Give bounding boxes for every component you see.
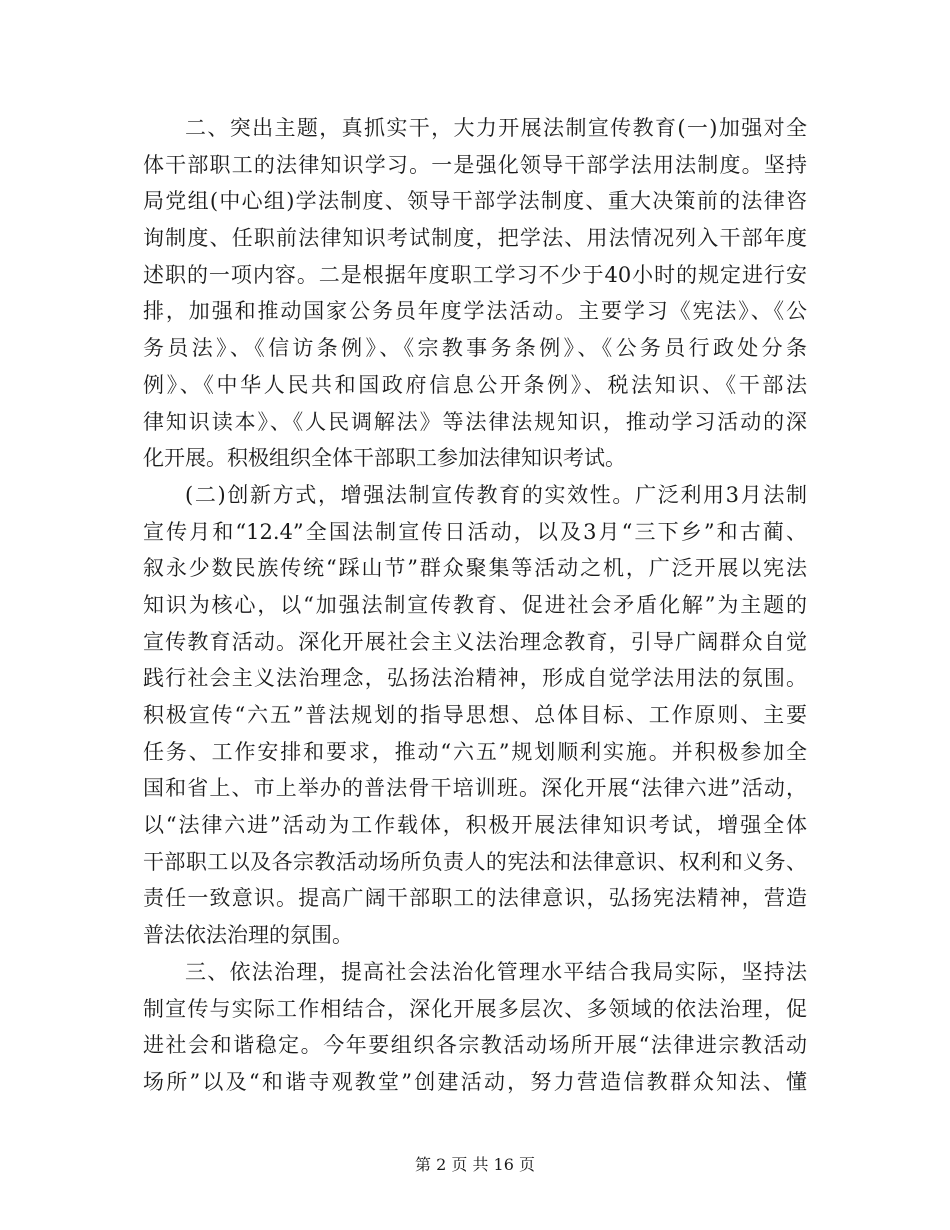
text-line: 知识为核心，以“加强法制宣传教育、促进社会矛盾化解”为主题的 bbox=[143, 592, 807, 617]
text-line: 责任一致意识。提高广阔干部职工的法律意识，弘扬宪法精神，营造 bbox=[143, 886, 807, 911]
text-line: 询制度、任职前法律知识考试制度，把学法、用法情况列入干部年度 bbox=[143, 226, 807, 251]
page-number-footer: 第 2 页 共 16 页 bbox=[415, 1155, 535, 1174]
text-line: 场所”以及“和谐寺观教堂”创建活动，努力营造信教群众知法、懂 bbox=[143, 1069, 807, 1094]
text-line: 局党组(中心组)学法制度、领导干部学法制度、重大决策前的法律咨 bbox=[143, 189, 807, 214]
text-line: 律知识读本》、《人民调解法》等法律法规知识，推动学习活动的深 bbox=[143, 409, 807, 434]
text-line: 以“法律六进”活动为工作载体，积极开展法律知识考试，增强全体 bbox=[143, 813, 807, 838]
text-line: 体干部职工的法律知识学习。一是强化领导干部学法用法制度。坚持 bbox=[143, 152, 807, 177]
text-line: 化开展。积极组织全体干部职工参加法律知识考试。 bbox=[143, 446, 626, 471]
document-body bbox=[143, 110, 807, 1101]
text-line: 宣传月和“12.4”全国法制宣传日活动，以及3月“三下乡”和古蔺、 bbox=[143, 519, 807, 544]
text-line: 叙永少数民族传统“踩山节”群众聚集等活动之机，广泛开展以宪法 bbox=[143, 556, 807, 581]
text-line: 任务、工作安排和要求，推动“六五”规划顺利实施。并积极参加全 bbox=[143, 739, 807, 764]
text-line: 务员法》、《信访条例》、《宗教事务条例》、《公务员行政处分条 bbox=[143, 336, 807, 361]
text-line: 制宣传与实际工作相结合，深化开展多层次、多领域的依法治理，促 bbox=[143, 996, 807, 1021]
text-line: 干部职工以及各宗教活动场所负责人的宪法和法律意识、权利和义务、 bbox=[143, 849, 807, 874]
text-line: 国和省上、市上举办的普法骨干培训班。深化开展“法律六进”活动， bbox=[143, 776, 807, 801]
text-line: 述职的一项内容。二是根据年度职工学习不少于40小时的规定进行安 bbox=[143, 262, 807, 287]
text-line: 二、突出主题，真抓实干，大力开展法制宣传教育(一)加强对全 bbox=[185, 116, 807, 140]
text-line: 三、依法治理，提高社会法治化管理水平结合我局实际，坚持法 bbox=[185, 959, 807, 984]
text-line: 宣传教育活动。深化开展社会主义法治理念教育，引导广阔群众自觉 bbox=[143, 629, 807, 654]
text-line: 进社会和谐稳定。今年要组织各宗教活动场所开展“法律进宗教活动 bbox=[143, 1033, 807, 1058]
text-line: (二)创新方式，增强法制宣传教育的实效性。广泛利用3月法制 bbox=[185, 482, 807, 507]
text-line: 践行社会主义法治理念，弘扬法治精神，形成自觉学法用法的氛围。 bbox=[143, 666, 807, 691]
text-line: 普法依法治理的氛围。 bbox=[143, 923, 353, 948]
text-line: 积极宣传“六五”普法规划的指导思想、总体目标、工作原则、主要 bbox=[143, 703, 807, 727]
text-line: 例》、《中华人民共和国政府信息公开条例》、税法知识、《干部法 bbox=[143, 372, 807, 397]
text-line: 排，加强和推动国家公务员年度学法活动。主要学习《宪法》、《公 bbox=[143, 299, 807, 324]
